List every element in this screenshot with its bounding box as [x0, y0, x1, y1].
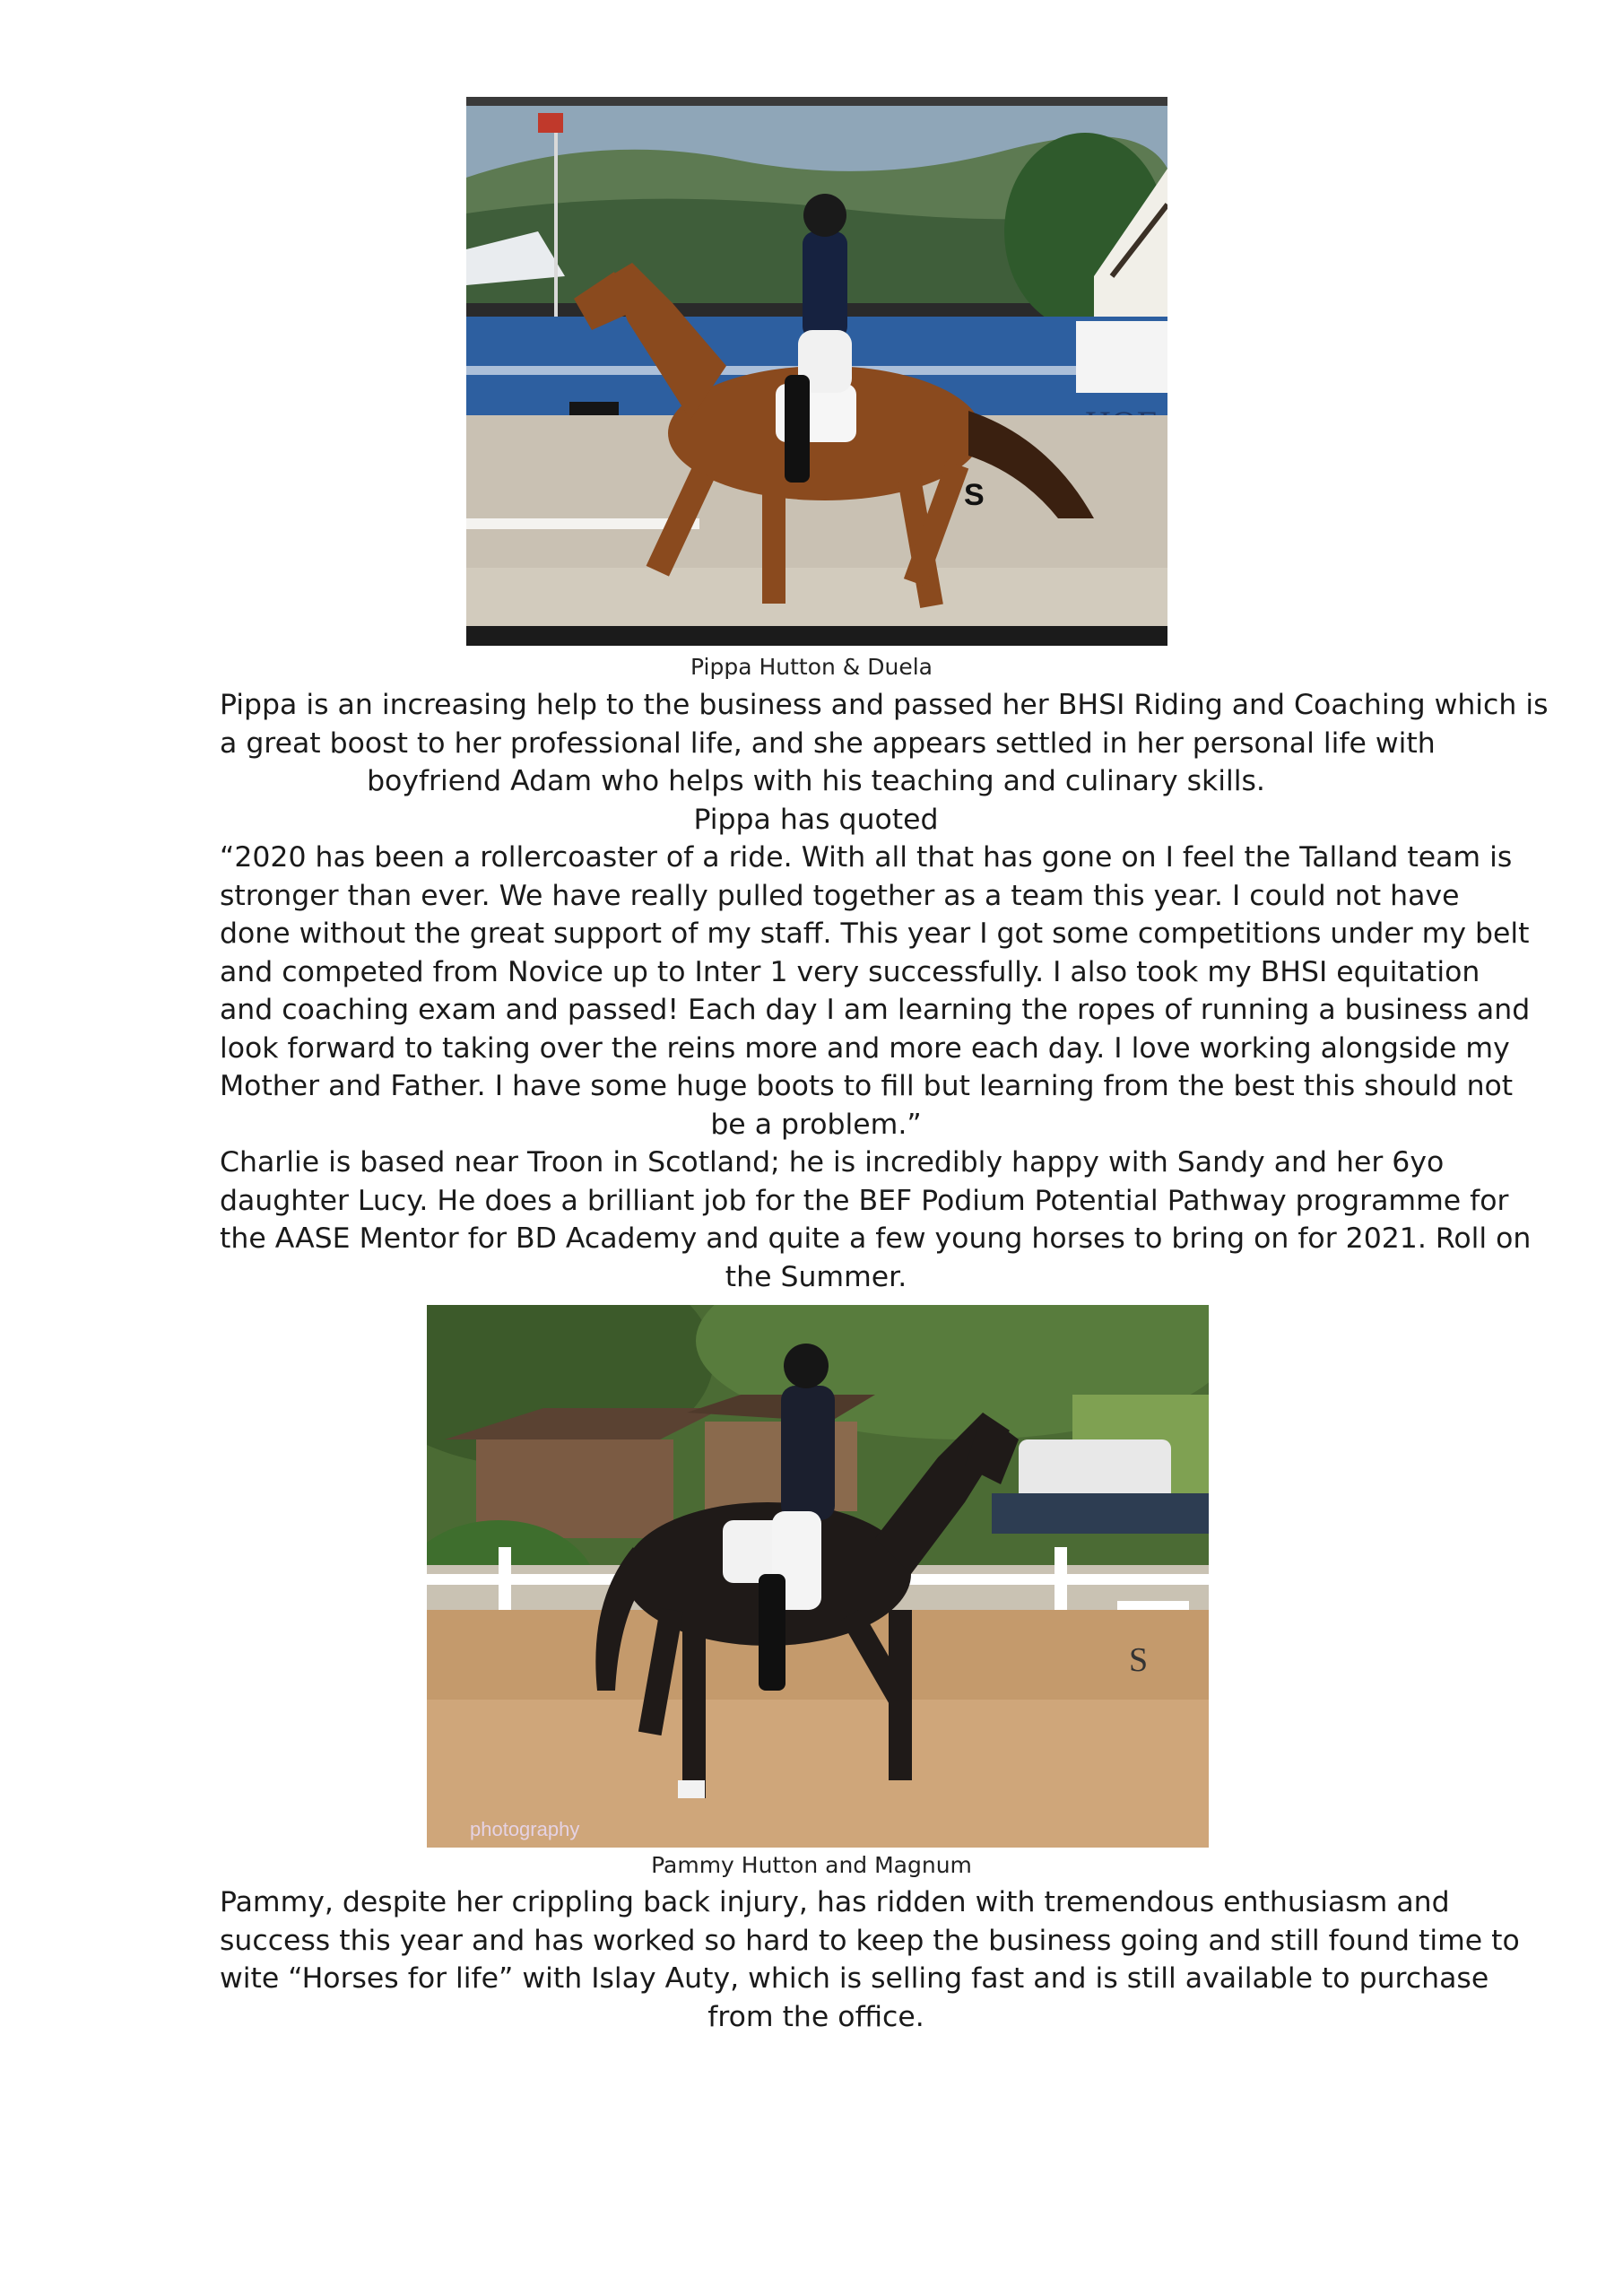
photo-pammy-magnum: [427, 1305, 1209, 1848]
text-line: Pippa is an increasing help to the business and passed her BHSI Riding and Coaching which is: [220, 689, 1549, 721]
text-line: the AASE Mentor for BD Academy and quite a few young horses to bring on for 2021. Roll on: [220, 1222, 1532, 1255]
text-line: Pammy, despite her crippling back injury, has ridden with tremendous enthusiasm and: [220, 1886, 1450, 1918]
text-line: and competed from Novice up to Inter 1 very successfully. I also took my BHSI equitation: [220, 955, 1480, 988]
text-line: look forward to taking over the reins more and more each day. I love working alongside my: [220, 1031, 1510, 1065]
text-line: wite “Horses for life” with Islay Auty, which is selling fast and is still available to purchase: [220, 1962, 1489, 1995]
arena-marker: S: [964, 478, 985, 512]
text-line: Mother and Father. I have some huge boots to fill but learning from the best this should not: [220, 1070, 1514, 1102]
text-line: from the office.: [707, 2000, 924, 2033]
text-line: done without the great support of my staff. This year I got some competitions under my belt: [220, 918, 1530, 950]
body-text-pippa-charlie: [220, 686, 1549, 1296]
text-line: a great boost to her professional life, and she appears settled in her personal life with: [220, 726, 1436, 760]
text-line: “2020 has been a rollercoaster of a ride. With all that has gone on I feel the Talland team is: [220, 841, 1513, 874]
text-line: success this year and has worked so hard to keep the business going and still found time to: [220, 1924, 1520, 1957]
photo-watermark: photography: [470, 1818, 580, 1840]
text-line: boyfriend Adam who helps with his teaching and culinary skills.: [367, 765, 1265, 797]
photo-caption-pammy: Pammy Hutton and Magnum: [651, 1852, 972, 1878]
photo-pippa-duela: [466, 97, 1167, 646]
body-text-pammy: [220, 1883, 1520, 2036]
text-line: stronger than ever. We have really pulled together as a team this year. I could not have: [220, 879, 1460, 912]
text-line: daughter Lucy. He does a brilliant job for the BEF Podium Potential Pathway programme for: [220, 1184, 1509, 1217]
text-line: Charlie is based near Troon in Scotland; he is incredibly happy with Sandy and her 6yo: [220, 1146, 1445, 1178]
text-line: and coaching exam and passed! Each day I am learning the ropes of running a business and: [220, 994, 1531, 1026]
photo-caption-pippa: Pippa Hutton & Duela: [690, 654, 933, 680]
text-line: the Summer.: [725, 1260, 907, 1293]
text-line: be a problem.”: [710, 1108, 922, 1141]
text-line: Pippa has quoted: [693, 803, 939, 836]
arena-marker: S: [1129, 1641, 1149, 1679]
